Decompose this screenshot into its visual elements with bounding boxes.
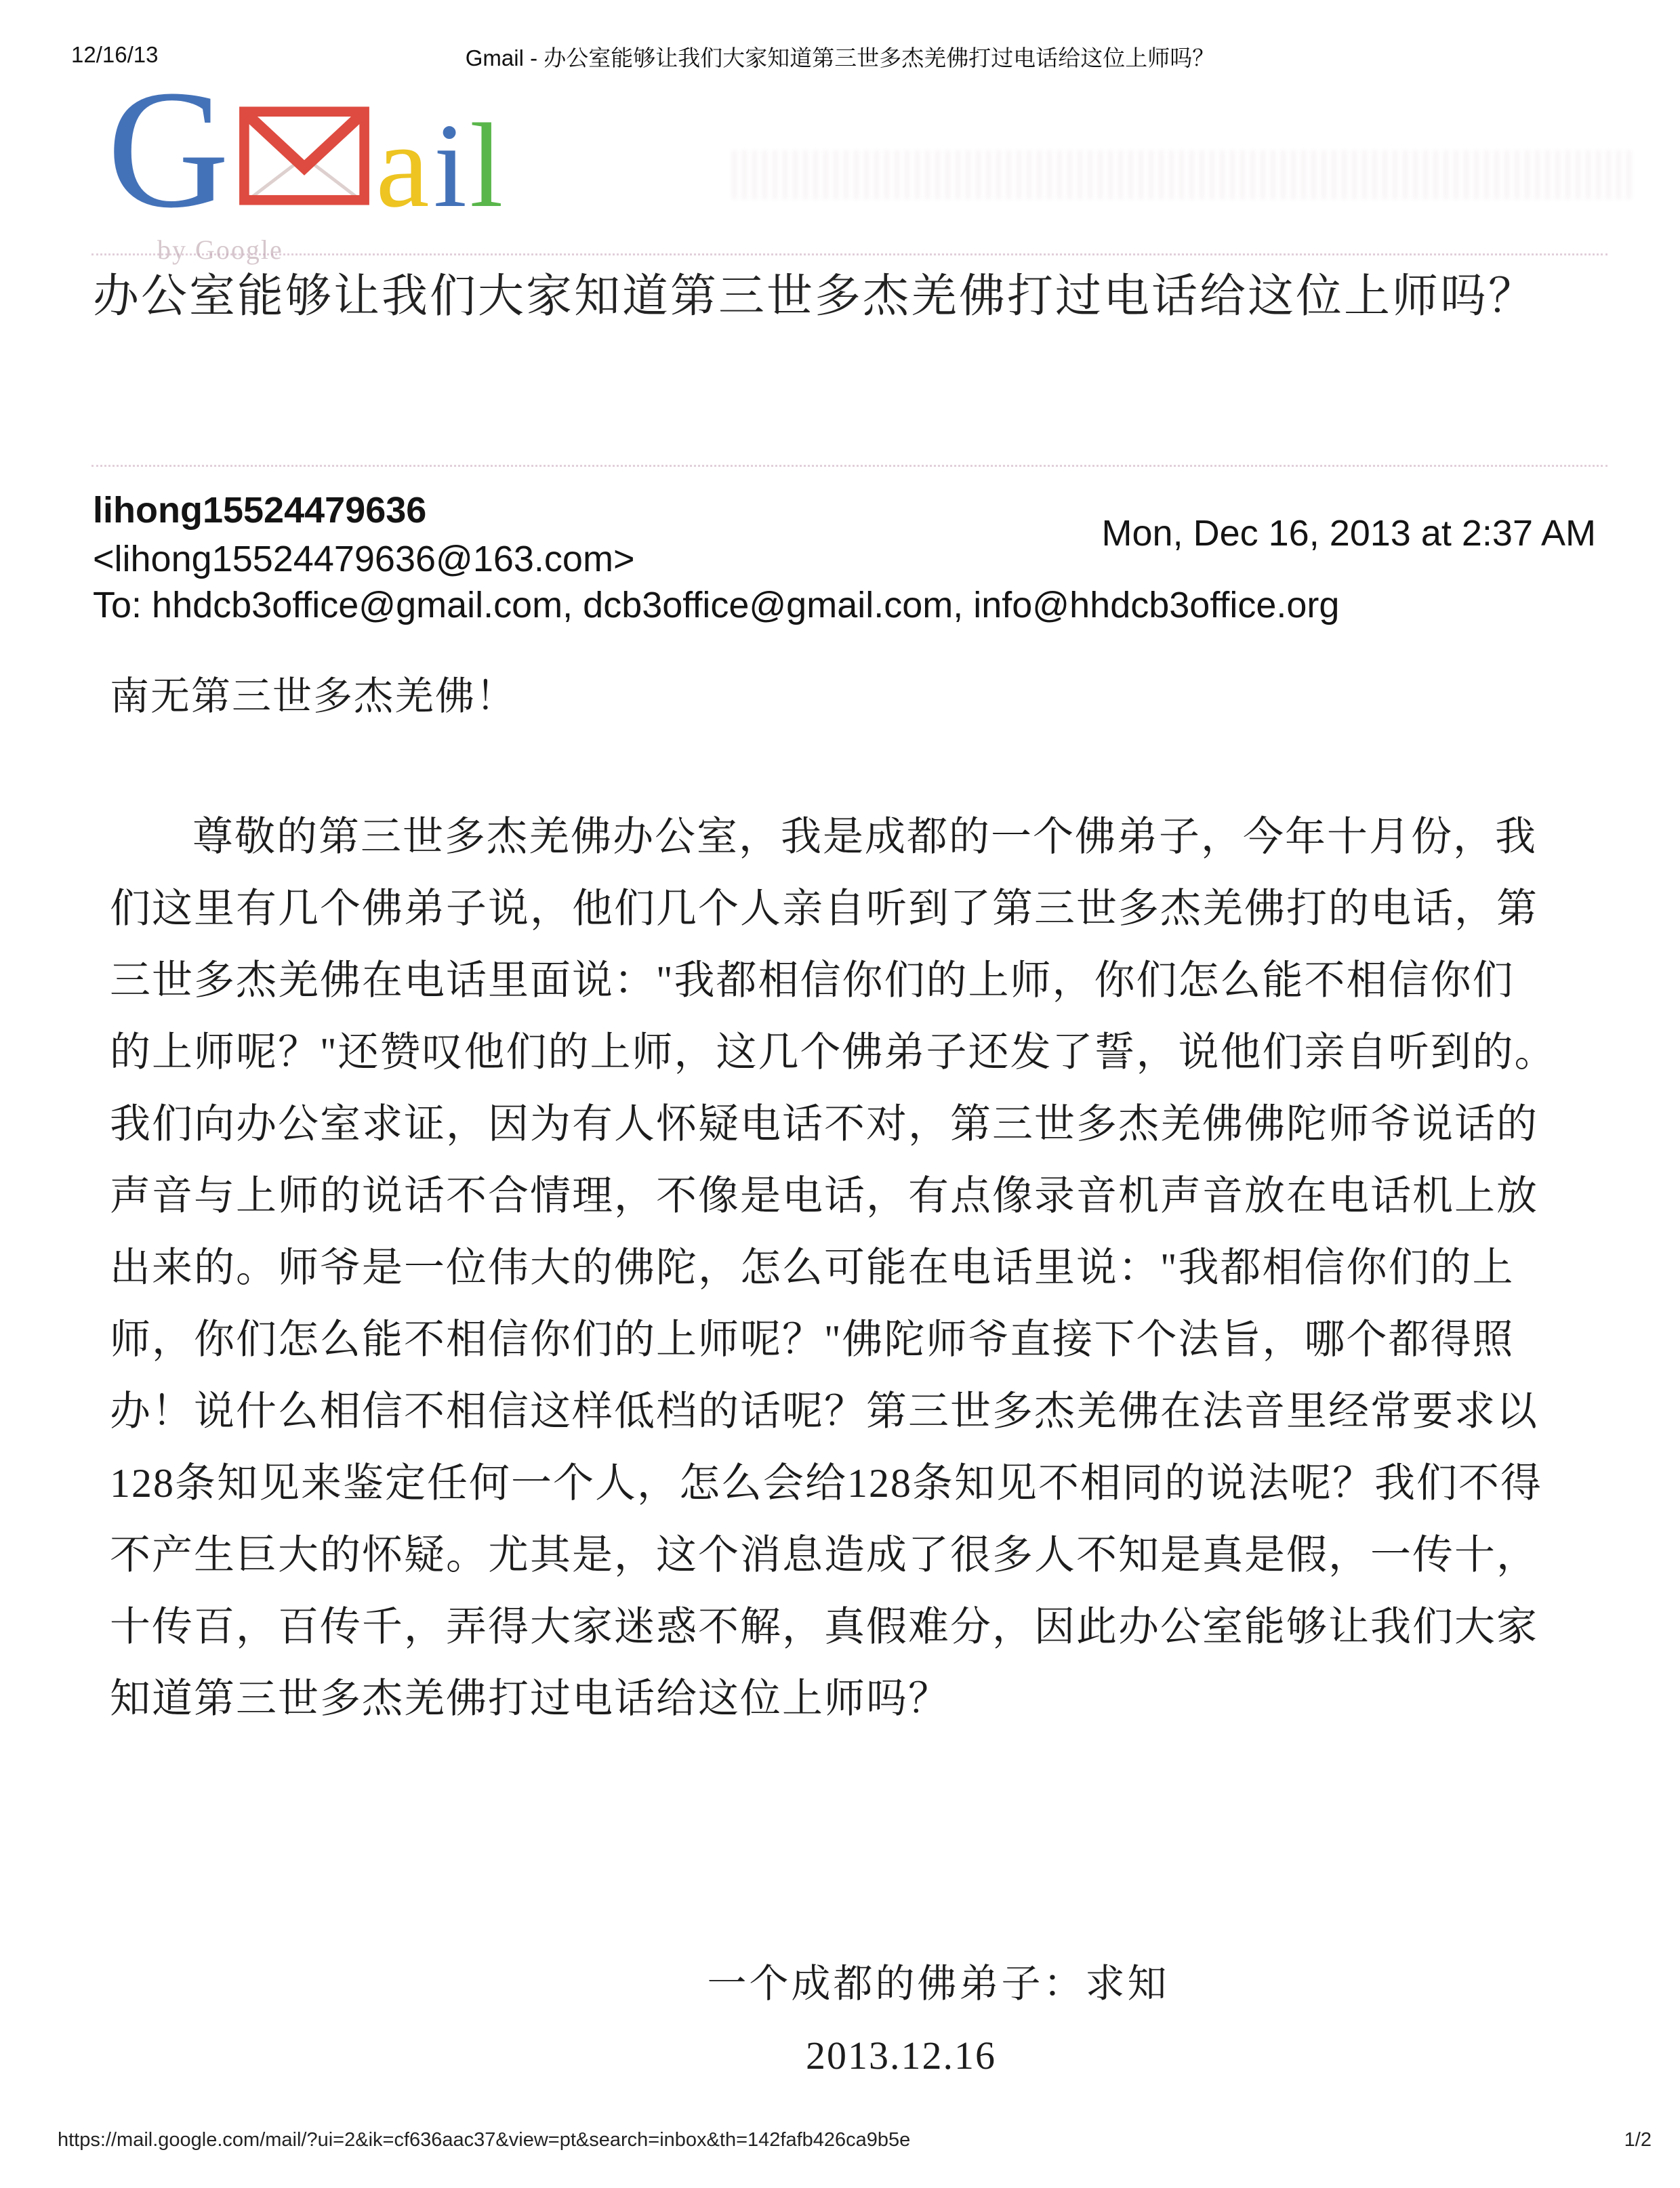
message-sent-date: Mon, Dec 16, 2013 at 2:37 AM — [1101, 513, 1596, 554]
signature-date: 2013.12.16 — [806, 2034, 996, 2078]
body-line: 十传百，百传千，弄得大家迷惑不解，真假难分，因此办公室能够让我们大家 — [110, 1605, 1538, 1649]
scan-bleed-artifact — [732, 150, 1633, 199]
body-line: 师，你们怎么能不相信你们的上师呢？"佛陀师爷直接下个法旨，哪个都得照 — [110, 1317, 1515, 1362]
footer-page-number: 1/2 — [1624, 2129, 1652, 2151]
body-line: 们这里有几个佛弟子说，他们几个人亲自听到了第三世多杰羌佛打的电话，第 — [110, 886, 1538, 931]
email-subject-heading: 办公室能够让我们大家知道第三世多杰羌佛打过电话给这位上师吗？ — [93, 270, 1537, 322]
sender-email: <lihong15524479636@163.com> — [93, 539, 635, 579]
gmail-logo-letter-l: l — [470, 98, 504, 232]
body-line: 三世多杰羌佛在电话里面说："我都相信你们的上师，你们怎么能不相信你们 — [110, 958, 1515, 1003]
gmail-logo-letter-a: a — [375, 98, 430, 232]
gmail-logo-letter-g: G — [107, 56, 230, 243]
body-line: 不产生巨大的怀疑。尤其是，这个消息造成了很多人不知是真是假，一传十， — [110, 1533, 1538, 1577]
body-line: 尊敬的第三世多杰羌佛办公室，我是成都的一个佛弟子，今年十月份，我 — [192, 814, 1537, 859]
body-line: 我们向办公室求证，因为有人怀疑电话不对，第三世多杰羌佛佛陀师爷说话的 — [110, 1102, 1538, 1147]
gmail-logo-letter-i: i — [433, 98, 468, 232]
body-line: 128条知见来鉴定任何一个人，怎么会给128条知见不相同的说法呢？我们不得 — [110, 1461, 1542, 1506]
print-header-date: 12/16/13 — [71, 42, 159, 67]
email-body — [110, 801, 1607, 1735]
body-line: 声音与上师的说话不合情理，不像是电话，有点像录音机声音放在电话机上放 — [110, 1174, 1538, 1218]
body-line: 知道第三世多杰羌佛打过电话给这位上师吗？ — [110, 1676, 950, 1721]
gmail-envelope-icon — [238, 106, 371, 206]
body-line: 出来的。师爷是一位伟大的佛陀，怎么可能在电话里说："我都相信你们的上 — [110, 1245, 1515, 1290]
dotted-divider-bottom — [91, 465, 1607, 467]
dotted-divider-top — [91, 253, 1607, 255]
sender-name: lihong15524479636 — [93, 490, 427, 531]
recipients-line: To: hhdcb3office@gmail.com, dcb3office@gmail.com, info@hhdcb3office.org — [93, 585, 1340, 625]
signature-line: 一个成都的佛弟子：求知 — [707, 1962, 1170, 2006]
footer-url: https://mail.google.com/mail/?ui=2&ik=cf636aac37&view=pt&search=inbox&th=142fafb426ca9b5e — [58, 2129, 911, 2151]
body-line: 办！说什么相信不相信这样低档的话呢？第三世多杰羌佛在法音里经常要求以 — [110, 1389, 1538, 1434]
gmail-logo-tagline: by Google — [157, 234, 283, 265]
gmail-logo — [107, 56, 504, 265]
greeting-line: 南无第三世多杰羌佛！ — [110, 674, 517, 718]
body-line: 的上师呢？"还赞叹他们的上师，这几个佛弟子还发了誓，说他们亲自听到的。 — [110, 1030, 1557, 1075]
print-header-title: Gmail - 办公室能够让我们大家知道第三世多杰羌佛打过电话给这位上师吗？ — [465, 45, 1215, 70]
